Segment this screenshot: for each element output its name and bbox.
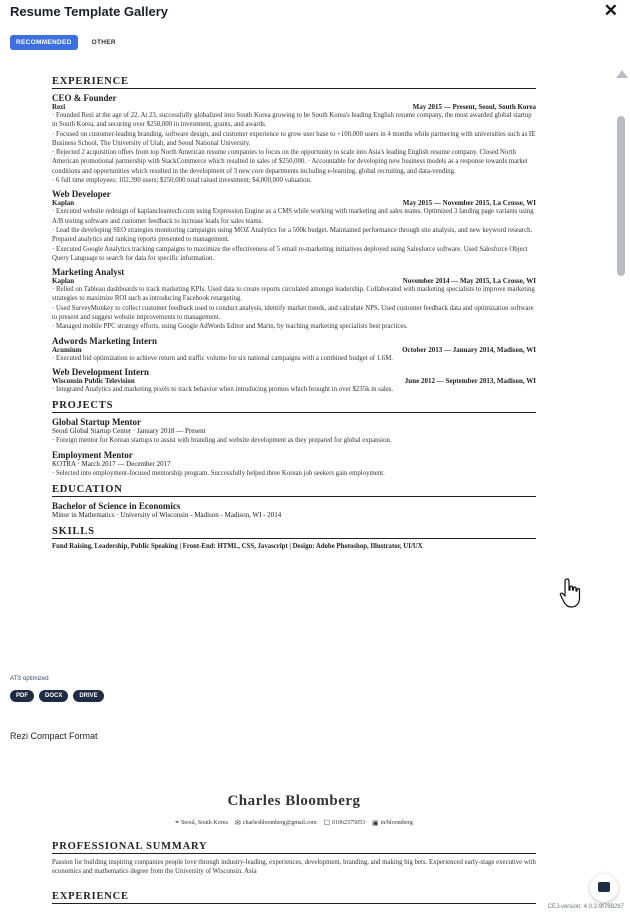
docx-badge: DOCX [39,690,68,702]
job-dates: June 2012 — September 2013, Madison, WI [404,376,536,385]
export-badges [10,690,104,702]
tab-other[interactable]: OTHER [91,39,116,46]
ats-optimized-label: ATS optimized [10,676,49,682]
contact-line [52,818,536,827]
job-dates: May 2015 — Present, Seoul, South Korea [412,103,536,111]
job-entry [52,367,536,394]
job-bullet: · Executed website redesign of kaplancleantech.com using Expression Engine as a CMS while working with marketing and sales teams. Optimized 3 landing page variants using A/B testing software and customer feedback to increase leads for sales teams. [52,208,534,225]
contact-phone: 01062375053 [331,819,365,826]
candidate-name: Charles Bloomberg [227,793,361,809]
job-entry [52,189,536,263]
summary-heading: PROFESSIONAL SUMMARY [52,841,536,854]
job-company: Kaplan [52,277,75,286]
project-role: Global Startup Mentor [52,417,141,428]
job-company: Kaplan [52,199,75,208]
job-dates: October 2013 — January 2014, Madison, WI [402,345,536,354]
education-detail: Minor in Mathematics · University of Wisconsin - Madison - Madison, WI - 2014 [52,510,282,519]
tab-bar [10,35,122,50]
hand-cursor-icon [558,577,584,609]
job-dates: November 2014 — May 2015, La Crosse, WI [402,277,536,286]
project-meta: Seoul Global Startup Center · January 2018 — Present [52,427,206,436]
close-icon[interactable]: ✕ [603,1,618,20]
template-name[interactable]: Rezi Compact Format [10,731,98,741]
job-entry [52,93,536,185]
job-bullet: · Relied on Tableau dashboards to track marketing KPIs. Used data to create reports circulated amongst leadership. Collaborated with marketing specialists to improve marketing strategies to maximize ROI such as introducing Facebook retargeting. [52,286,535,303]
drive-badge: DRIVE [73,690,103,702]
summary-text: Passion for building inspiring companies people love through industry-leading, experiences, development, branding, and making big bets. Experienced early-stage executive with economics and mathematics degree from the University of Wisconsin. Asia [52,859,536,876]
job-bullet: · 6 full time employees; 102,390 users; $250,000 total raised investment; $4,000,000 valuation. [52,177,312,185]
job-bullet: · Executed bid optimization to achieve return and traffic volume for six national campaigns with a combined budget of 1.6M. [52,354,393,362]
chat-icon [598,882,610,892]
page-title: Resume Template Gallery [10,4,168,19]
resume-preview-card[interactable] [52,70,536,550]
project-meta: KOTRA · March 2017 — December 2017 [52,459,171,468]
job-role: Web Developer [52,189,111,200]
job-bullet: · Lead the developing SEO strategies monitoring campaigns using MOZ Analytics for a 500k budget. Maintained performance through site analysis, and new keyword research. Prepared analytics and ranking reports presented to management. [52,226,533,244]
job-bullet: · Rejected 2 acquisition offers from top North American resume companies to focus on the opportunity to scale into Asia's leading English resume company. Closed North American promotional partnership with StackCommerce which resulted in sales of $250,000. · Accountable for developing new business models as a response towards market conditions and opportunities which resulted in the development of 3 new core departments including e-learning, global recruiting, and data-vending. [52,149,528,175]
experience-heading: EXPERIENCE [52,76,536,89]
contact-location: Seoul, South Korea [181,819,228,826]
job-role: Adwords Marketing Intern [52,335,157,346]
project-role: Employment Mentor [52,449,133,460]
location-pin-icon: ⌖ [175,818,180,826]
education-heading: EDUCATION [52,484,536,497]
job-bullet: · Founded Rezi at the age of 22. At 23, successfully globalized into South Korea growing to be South Korea's leading English resume company, the most awarded global startup in South Korea, and securing over $250,000 in investment, grants, and awards. [52,112,532,129]
pdf-badge: PDF [10,690,34,702]
job-entry [52,267,536,331]
chat-launcher-button[interactable] [590,874,618,902]
job-entry [52,336,536,363]
contact-linkedin: in/bloomberg [380,819,413,826]
skills-heading: SKILLS [52,526,536,539]
project-bullet: · Foreign mentor for Korean startups to assist with branding and website development as they prepared for global expansion. [52,437,392,445]
job-bullet: · Managed mobile PPC strategy efforts, using Google AdWords Editor and Marin, by teaching marketing specialists best practices. [52,323,408,331]
gallery-header [0,0,630,60]
education-entry [52,501,536,520]
preview-scrollbar[interactable] [616,66,626,296]
project-entry [52,417,536,445]
experience-heading-2: EXPERIENCE [52,891,536,904]
job-dates: May 2015 — November 2015, La Crosse, WI [402,199,536,208]
project-entry [52,450,536,478]
skills-text: Fund Raising, Leadership, Public Speaking | Front-End: HTML, CSS, Javascript | Design: Adobe Photoshop, Illustrator, UI/UX [52,542,423,550]
version-label: CEJ-version: 4.0.2-9f7882b7 [547,904,624,910]
job-role: CEO & Founder [52,93,117,103]
contact-email: charlesbloomberg@gmail.com [242,819,317,826]
scroll-thumb[interactable] [617,116,625,276]
scroll-up-arrow-icon[interactable] [616,70,628,78]
job-bullet: · Used SurveyMonkey to collect customer feedback used to conduct analysis, identify market trends, and calculate NPS. Used customer feedback data and optimization software to present and suggest website improvements to management. [52,304,534,322]
projects-heading: PROJECTS [52,400,536,413]
job-company: Rezi [52,103,66,111]
linkedin-icon: ▣ [371,818,379,827]
tab-recommended[interactable]: RECOMMENDED [10,35,78,50]
job-role: Web Development Intern [52,366,149,377]
resume-preview-card-2[interactable] [52,793,536,908]
email-icon: ✉ [234,818,241,827]
education-degree: Bachelor of Science in Economics [52,500,181,511]
job-bullet: · Executed Google Analytics tracking campaigns to maximize the effectiveness of 5 email re-marketing initiatives deployed using Salesforce software. Used Salesforce Object Query Language to search for data for specific information. [52,245,528,262]
job-role: Marketing Analyst [52,267,125,278]
job-company: Acumium [52,345,82,354]
job-bullet: · Focused on customer-leading branding, software design, and customer experience to grow user base to +100,000 users in 4 months while partnering with universities such as IE Business School, The University of Utah, and Seoul National University. [52,130,536,147]
project-bullet: · Selected into employment-focused mentorship program. Successfully helped three Korean job seekers gain employment. [52,469,385,477]
job-company: Wisconsin Public Television [52,376,135,385]
job-bullet: · Integrated Analytics and marketing pixels to track behavior when introducing promos which brought in over $235k in sales. [52,385,394,393]
phone-icon: ☐ [323,818,330,827]
